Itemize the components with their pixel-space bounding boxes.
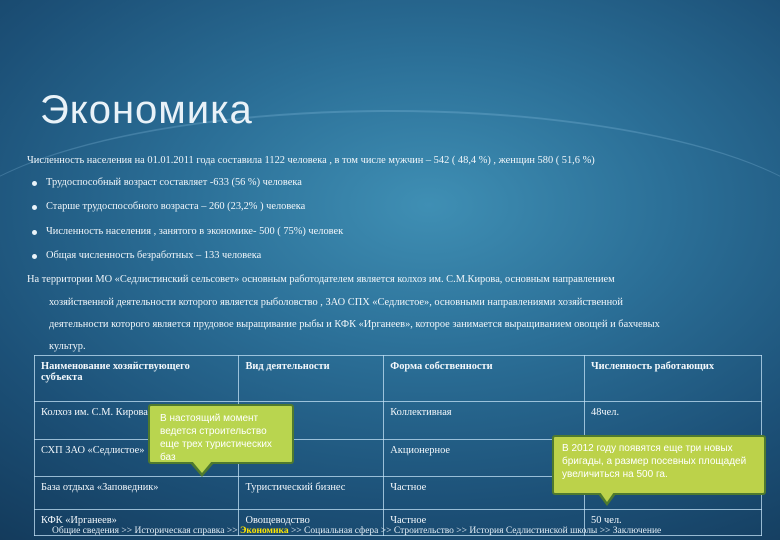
table-cell: Акционерное — [384, 440, 585, 477]
table-cell: Овощеводство — [239, 510, 384, 536]
table-cell: База отдыха «Заповедник» — [35, 477, 239, 510]
bullet-dot-icon — [32, 181, 37, 186]
nav-separator: >> — [226, 526, 238, 536]
column-header: Форма собственности — [384, 356, 585, 402]
nav-link-construction[interactable]: Строительство — [393, 526, 454, 536]
population-text: Численность населения на 01.01.2011 года составила 1122 человека , в том числе мужчин – 542 ( 48,4 %) , женщин 580 ( 51,6 %) — [27, 155, 595, 166]
bullet-item: Численность населения , занятого в экономике- 500 ( 75%) человек — [46, 226, 343, 237]
slide-navigation — [52, 526, 661, 536]
column-header: Численность работающих — [585, 356, 762, 402]
nav-separator: >> — [599, 526, 611, 536]
table-header-row — [35, 356, 762, 402]
callout-tourist-bases — [148, 404, 294, 464]
employer-paragraph-line: хозяйственной деятельности которого является рыболовство , ЗАО СПХ «Седлистое», основными направлениями хозяйственной — [49, 297, 623, 308]
table-cell: Частное — [384, 477, 585, 510]
table-row — [35, 402, 762, 440]
callout-new-brigades — [552, 435, 766, 495]
table-cell: Колхоз им. С.М. Кирова — [35, 402, 239, 440]
nav-separator: >> — [290, 526, 302, 536]
nav-link-history[interactable]: Историческая справка — [134, 526, 225, 536]
employer-paragraph-line: На территории МО «Седлистинский сельсовет» основным работодателем является колхоз им. С.М.Кирова, основным направлением — [27, 274, 615, 285]
column-header: Наименование хозяйствующего субъекта — [35, 356, 239, 402]
bullet-dot-icon — [32, 205, 37, 210]
nav-link-economy[interactable]: Экономика — [239, 526, 289, 536]
nav-link-general[interactable]: Общие сведения — [52, 526, 120, 536]
column-header: Вид деятельности — [239, 356, 384, 402]
bullet-item: Общая численность безработных – 133 человека — [46, 250, 261, 261]
employer-paragraph-line: деятельности которого является прудовое выращивание рыбы и КФК «Ирганеев», которое занимается выращиванием овощей и бахчевых — [49, 319, 660, 330]
nav-link-conclusion[interactable]: Заключение — [612, 526, 662, 536]
slide-title: Экономика — [40, 88, 253, 132]
employer-paragraph-line: культур. — [49, 341, 86, 352]
background-arc — [0, 110, 780, 372]
nav-link-social[interactable]: Социальная сфера — [304, 526, 379, 536]
table-cell: Коллективная — [384, 402, 585, 440]
bullet-dot-icon — [32, 254, 37, 259]
bullet-item: Старше трудоспособного возраста – 260 (23,2% ) человека — [46, 201, 305, 212]
callout-tail-shape — [192, 461, 212, 473]
callout-text: В настоящий момент ведется строительство еще трех туристических баз — [160, 413, 272, 463]
bullet-dot-icon — [32, 230, 37, 235]
nav-link-school-history[interactable]: История Седлистинской школы — [469, 526, 598, 536]
nav-separator: >> — [121, 526, 133, 536]
table-cell: Частное — [384, 510, 585, 536]
nav-separator: >> — [380, 526, 392, 536]
table-cell: КФК «Ирганеев» — [35, 510, 239, 536]
table-cell: Туристический бизнес — [239, 477, 384, 510]
callout-tail-shape — [600, 492, 614, 502]
bullet-item: Трудоспособный возраст составляет -633 (56 %) человека — [46, 177, 302, 188]
table-cell: 48чел. — [585, 402, 762, 440]
nav-separator: >> — [456, 526, 468, 536]
table-cell: СХП ЗАО «Седлистое» — [35, 440, 239, 477]
table-cell: 50 чел. — [585, 510, 762, 536]
callout-text: В 2012 году появятся еще три новых бригады, а размер посевных площадей увеличиться на 500 га. — [562, 443, 747, 480]
